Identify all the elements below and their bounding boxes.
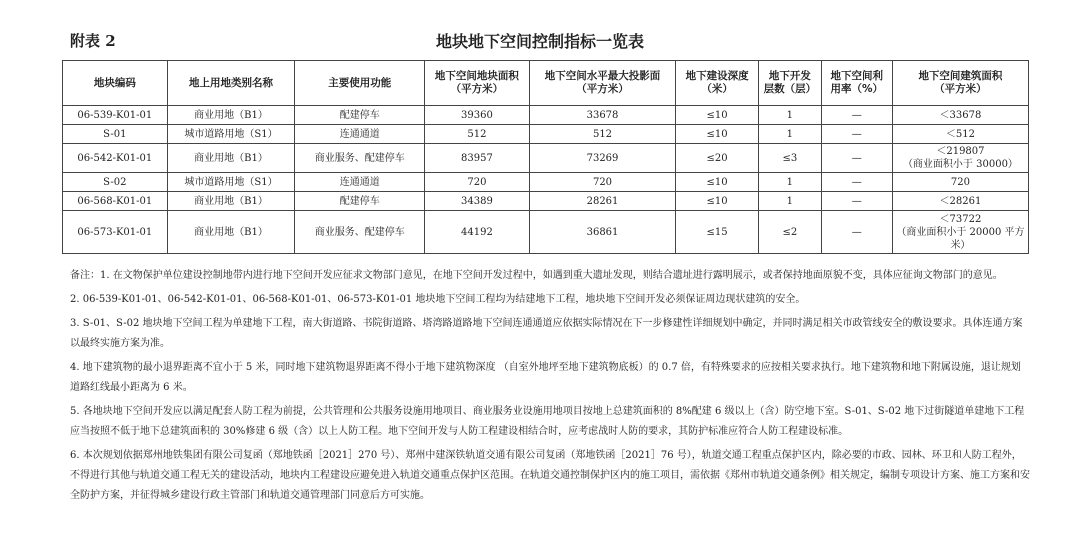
cell-proj: 33678 [529, 106, 676, 125]
table-row [63, 144, 1029, 173]
note-paragraph: 4. 地下建筑物的最小退界距离不宜小于 5 米，同时地下建筑物退界距离不得小于地下建筑物深度 （自室外地坪至地下建筑物底板）的 0.7 倍，有特殊要求的应按相关要求执行。地下建筑物和地下附属设施，退让规划道路红线最小距离为 6 米。 [70, 362, 1021, 393]
cell-depth: ≤10 [676, 106, 759, 125]
cell-proj: 73269 [529, 144, 676, 173]
build-value: ＜33678 [939, 109, 982, 121]
header-cell: 地下空间水平最大投影面 （平方米） [529, 61, 676, 106]
cell-rate: — [821, 211, 892, 254]
build-note: （商业面积小于 20000 平方米） [896, 226, 1025, 251]
cell-rate: — [821, 125, 892, 144]
cell-rate: — [821, 106, 892, 125]
table-row [63, 125, 1029, 144]
cell-layers: ≤3 [758, 144, 821, 173]
build-value: ＜219807 [936, 146, 985, 157]
header-cell: 地下空间利 用率（%） [821, 61, 892, 106]
build-value: ＜512 [945, 128, 975, 140]
cell-proj: 512 [529, 125, 676, 144]
cell-area: 83957 [425, 144, 530, 173]
indicator-table [62, 60, 1029, 254]
cell-land: 商业用地（B1） [167, 211, 295, 254]
cell-land: 商业用地（B1） [167, 106, 295, 125]
cell-build [892, 106, 1028, 125]
cell-rate: — [821, 144, 892, 173]
cell-depth: ≤20 [676, 144, 759, 173]
cell-use: 配建停车 [295, 106, 425, 125]
note-paragraph: 5. 各地块地下空间开发应以满足配套人防工程为前提，公共管理和公共服务设施用地项目、商业服务业设施用地项目按地上总建筑面积的 8%配建 6 级以上（含）防空地下室。S-01、S-02 地下过街隧道单建地下工程应当按照不低于地下总建筑面积的 30%修建 6 级（含）以上人防工程。地下空间开发与人防工程建设相结合时，应考虑战时人防的要求，其防护标准应符合人防工程建设标准。 [70, 406, 1025, 437]
cell-proj: 36861 [529, 211, 676, 254]
cell-proj: 28261 [529, 192, 676, 211]
cell-land: 城市道路用地（S1） [167, 125, 295, 144]
table-header-row [63, 61, 1029, 106]
cell-code: 06-573-K01-01 [63, 211, 168, 254]
cell-build [892, 173, 1028, 192]
page-title: 地块地下空间控制指标一览表 [435, 32, 644, 51]
note-paragraph: 备注：1. 在文物保护单位建设控制地带内进行地下空间开发应征求文物部门意见，在地下空间开发过程中，如遇到重大遗址发现，则结合遗址进行露明展示，或者保持地面原貌不变，具体应征询文物部门的意见。 [70, 270, 1003, 281]
cell-use: 连通通道 [295, 125, 425, 144]
cell-depth: ≤15 [676, 211, 759, 254]
cell-build [892, 125, 1028, 144]
notes-section [70, 266, 1030, 510]
cell-build [892, 192, 1028, 211]
build-value: ＜73722 [939, 213, 982, 225]
header-cell: 地下空间地块面积 （平方米） [425, 61, 530, 106]
table-row [63, 106, 1029, 125]
table-row [63, 192, 1029, 211]
note-paragraph: 3. S-01、S-02 地块地下空间工程为单建地下工程，南大街道路、书院街道路、塔湾路道路地下空间连通通道应依据实际情况在下一步修建性详细规划中确定，并同时满足相关市政管线安全的敷设要求。具体连通方案以最终实施方案为准。 [70, 318, 1023, 349]
cell-layers: 1 [758, 173, 821, 192]
appendix-label: 附表 2 [70, 32, 116, 50]
cell-depth: ≤10 [676, 192, 759, 211]
cell-use: 商业服务、配建停车 [295, 144, 425, 173]
cell-land: 城市道路用地（S1） [167, 173, 295, 192]
cell-rate: — [821, 173, 892, 192]
note-paragraph: 6. 本次规划依据郑州地铁集团有限公司复函（郑地铁函［2021］270 号）、郑州中建深铁轨道交通有限公司复函（郑地铁函［2021］76 号），轨道交通工程重点保护区内，除必要的市政、园林、环卫和人防工程外，不得进行其他与轨道交通工程无关的建设活动，地块内工程建设应避免进入轨道交通重点保护区范围。在轨道交通控制保护区内的施工项目，需依据《郑州市轨道交通条例》相关规定，编制专项设计方案、施工方案和安全防护方案，并征得城乡建设行政主管部门和轨道交通管理部门同意后方可实施。 [70, 450, 1030, 501]
header-cell: 地块编码 [63, 61, 168, 106]
cell-build [892, 144, 1028, 173]
cell-rate: — [821, 192, 892, 211]
cell-area: 720 [425, 173, 530, 192]
table-row [63, 173, 1029, 192]
cell-code: 06-568-K01-01 [63, 192, 168, 211]
cell-layers: 1 [758, 192, 821, 211]
cell-land: 商业用地（B1） [167, 192, 295, 211]
cell-area: 39360 [425, 106, 530, 125]
header-cell: 主要使用功能 [295, 61, 425, 106]
cell-code: 06-542-K01-01 [63, 144, 168, 173]
table-row [63, 211, 1029, 254]
cell-proj: 720 [529, 173, 676, 192]
cell-area: 512 [425, 125, 530, 144]
cell-use: 连通通道 [295, 173, 425, 192]
header-cell: 地下空间建筑面积 （平方米） [892, 61, 1028, 106]
build-value: ＜28261 [939, 195, 982, 207]
cell-depth: ≤10 [676, 173, 759, 192]
cell-land: 商业用地（B1） [167, 144, 295, 173]
cell-code: S-01 [63, 125, 168, 144]
cell-layers: ≤2 [758, 211, 821, 254]
cell-area: 44192 [425, 211, 530, 254]
header-cell: 地下开发 层数（层） [758, 61, 821, 106]
cell-layers: 1 [758, 106, 821, 125]
cell-use: 商业服务、配建停车 [295, 211, 425, 254]
build-value: 720 [950, 176, 970, 188]
header-cell: 地上用地类别名称 [167, 61, 295, 106]
cell-layers: 1 [758, 125, 821, 144]
cell-code: S-02 [63, 173, 168, 192]
note-paragraph: 2. 06-539-K01-01、06-542-K01-01、06-568-K01-01、06-573-K01-01 地块地下空间工程均为结建地下工程，地块地下空间开发必须保证周边现状建筑的安全。 [70, 294, 806, 305]
build-note: （商业面积小于 30000） [902, 159, 1018, 170]
header-cell: 地下建设深度 （米） [676, 61, 759, 106]
cell-build [892, 211, 1028, 254]
cell-area: 34389 [425, 192, 530, 211]
cell-depth: ≤10 [676, 125, 759, 144]
cell-code: 06-539-K01-01 [63, 106, 168, 125]
cell-use: 配建停车 [295, 192, 425, 211]
